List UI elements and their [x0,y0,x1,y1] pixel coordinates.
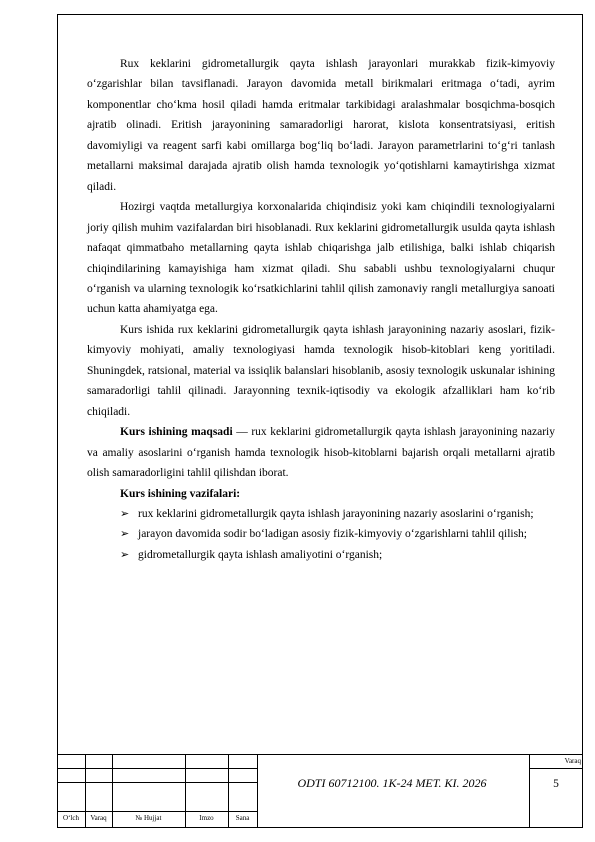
goal-label: Kurs ishining maqsadi [120,426,233,439]
arrow-right-bullet-icon: ➢ [120,507,130,520]
column-label: Varaq [90,814,107,822]
tasks-heading: Kurs ishining vazifalari: [120,487,241,500]
paragraph-1: Rux keklarini gidrometallurgik qayta ishlash jarayonlari murakkab fizik-kimyoviy o‘zgarishlar bilan tavsiflanadi. Jarayon davomida metall birikmalari eritmaga o‘tadi, ayrim komponentlar cho‘kma hosil qiladi hamda eritmalar tarkibidagi aralashmalar bosqichma-bosqich ajratib olinadi. Eritish jarayonining samaradorligi harorat, kislota konsentratsiyasi, eritish davomiyligi va reagent sarfi kabi omillarga bog‘liq bo‘ladi. Jarayon parametrlarini to‘g‘ri tanlash metallarni maksimal darajada ajratib olish hamda texnologik yo‘qotishlarni kamaytirishga xizmat qiladi. [87,58,555,193]
document-body [87,54,555,565]
title-block-top-line [57,754,583,755]
title-block [57,754,583,828]
task-text: rux keklarini gidrometallurgik qayta ishlash jarayonining nazariy asoslarini o‘rganish; [138,507,534,520]
goal-text: — rux keklarini gidrometallurgik qayta ishlash jarayonining nazariy va amaliy asoslarini o‘rganish hamda texnologik hisob-kitoblarni bajarish orqali metallarni ajratib olish samaradorligini tahlil qilishdan iborat. [87,426,555,480]
title-block-col-line [257,754,258,828]
document-code: ODTI 60712100. 1K-24 MET. KI. 2026 [297,776,487,790]
task-item [87,545,555,565]
column-label: Imzo [199,814,214,822]
title-block-row-line [57,811,257,812]
tasks-list [87,504,555,565]
paragraph-2: Hozirgi vaqtda metallurgiya korxonalarida chiqindisiz yoki kam chiqindili texnologiyalarni joriy qilish muhim vazifalardan biri hisoblanadi. Rux keklarini gidrometallurgik usulda qayta ishlash nafaqat qimmatbaho metallarning qayta ishlab chiqarishga jalb etilishiga, balki ishlab chiqarish chiqindilarining kamayishiga ham xizmat qiladi. Shu sababli ushbu texnologiyalarni chuqur o‘rganish va ularning texnologik ko‘rsatkichlarini tahlil qilish zamonaviy rangli metallurgiya sanoati uchun katta ahamiyatga ega. [87,201,555,316]
task-item [87,524,555,544]
task-text: jarayon davomida sodir bo‘ladigan asosiy fizik-kimyoviy o‘zgarishlarni tahlil qilish; [138,528,528,541]
goal-paragraph [87,422,555,483]
title-block-col-line [529,754,530,828]
column-label: O‘lch [63,814,79,822]
column-label: Sana [235,814,250,822]
sheet-cell-line [529,768,583,769]
title-block-row-line [57,782,257,783]
arrow-right-bullet-icon: ➢ [120,528,130,541]
task-text: gidrometallurgik qayta ishlash amaliyotini o‘rganish; [138,548,383,561]
task-item [87,504,555,524]
page-number: 5 [553,778,559,790]
title-block-row-line [57,768,257,769]
arrow-right-bullet-icon: ➢ [120,548,130,561]
paragraph-3: Kurs ishida rux keklarini gidrometallurgik qayta ishlash jarayonining nazariy asoslari, fizik-kimyoviy mohiyati, amaliy texnologiyasi hamda texnologik hisob-kitoblari keng yoritiladi. Shuningdek, ratsional, material va issiqlik balanslari hisoblanib, asosiy texnologik uskunalar ishining samaradorligi tahlil qilinadi. Jarayonning texnik-iqtisodiy va ekologik afzalliklari ham ko‘rib chiqiladi. [87,323,555,418]
sheet-label: Varaq [564,757,581,765]
column-label: № Hujjat [135,814,162,822]
